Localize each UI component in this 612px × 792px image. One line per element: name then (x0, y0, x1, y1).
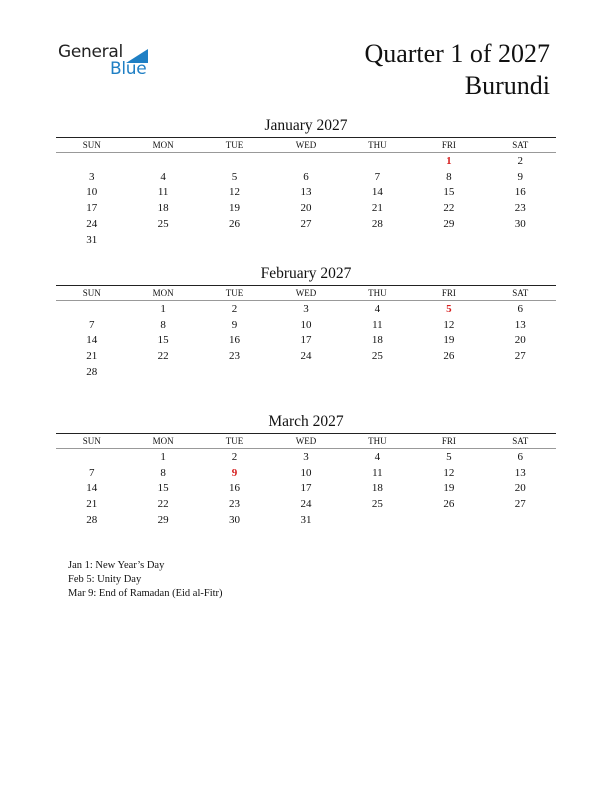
day-cell: 13 (514, 318, 526, 331)
week-row (56, 216, 556, 232)
month-february (56, 265, 556, 380)
day-cell: 4 (160, 170, 166, 183)
day-cell: 13 (300, 186, 312, 199)
day-cell: 8 (160, 466, 166, 479)
weekday-label: FRI (441, 288, 456, 298)
day-cell: 3 (88, 170, 95, 183)
day-cell: 6 (517, 450, 524, 463)
weekday-label: MON (152, 288, 174, 298)
weekday-label: WED (295, 288, 317, 298)
week-row (56, 512, 556, 528)
week-row (56, 153, 556, 169)
day-cell: 19 (443, 482, 455, 495)
day-cell: 15 (443, 186, 455, 199)
day-cell: 24 (300, 498, 312, 511)
week-row (56, 449, 556, 465)
week-row (56, 317, 556, 333)
day-cell: 13 (514, 466, 526, 479)
month-title: March 2027 (268, 413, 344, 430)
day-cell: 2 (517, 154, 524, 167)
weekday-header-row (56, 434, 556, 449)
holiday-note: Jan 1: New Year’s Day (68, 560, 165, 571)
day-cell: 22 (443, 202, 455, 215)
weekday-label: TUE (225, 288, 244, 298)
weekday-header-row (56, 286, 556, 301)
title-quarter: Quarter 1 of 2027 (364, 39, 550, 68)
day-cell: 17 (300, 482, 312, 495)
day-cell: 15 (157, 482, 169, 495)
day-cell: 30 (229, 514, 241, 527)
day-cell: 14 (86, 334, 98, 347)
week-row (56, 232, 556, 248)
weekday-label: TUE (225, 140, 244, 150)
weekday-header-row (56, 138, 556, 153)
day-cell: 19 (229, 202, 241, 215)
day-cell: 25 (157, 218, 169, 231)
weekday-label: SUN (82, 140, 101, 150)
day-cell: 7 (88, 466, 95, 479)
weekday-label: SAT (512, 436, 529, 446)
day-cell: 12 (443, 318, 455, 331)
weekday-label: SUN (82, 288, 101, 298)
calendar-grid (56, 138, 556, 248)
day-cell: 8 (160, 318, 166, 331)
month-january (56, 117, 556, 248)
day-cell: 10 (300, 466, 312, 479)
day-cell: 22 (157, 498, 169, 511)
day-cell: 17 (300, 334, 312, 347)
day-cell: 9 (231, 318, 238, 331)
holiday-note: Mar 9: End of Ramadan (Eid al-Fitr) (68, 588, 223, 599)
day-cell: 2 (231, 450, 238, 463)
day-cell (270, 153, 341, 169)
day-cell (342, 512, 413, 528)
day-cell: 23 (514, 202, 526, 215)
holiday-note: Feb 5: Unity Day (68, 574, 142, 585)
weekday-label: SUN (82, 436, 101, 446)
day-cell (199, 153, 270, 169)
day-cell (270, 232, 341, 248)
page-title (364, 38, 550, 102)
weekday-label: THU (368, 288, 387, 298)
week-row (56, 333, 556, 349)
week-row (56, 364, 556, 380)
day-cell: 18 (371, 334, 383, 347)
weekday-label: MON (152, 436, 174, 446)
day-cell: 28 (371, 218, 383, 231)
month-march (56, 413, 556, 528)
day-cell: 4 (374, 302, 381, 315)
day-cell (56, 449, 127, 465)
weekday-label: WED (295, 140, 317, 150)
weekday-label: SAT (512, 288, 529, 298)
week-row (56, 301, 556, 317)
day-cell: 21 (371, 202, 383, 215)
week-row (56, 200, 556, 216)
day-cell: 14 (86, 482, 98, 495)
week-row (56, 169, 556, 185)
day-cell: 3 (303, 302, 309, 315)
day-cell: 31 (300, 514, 312, 527)
day-cell: 29 (443, 218, 455, 231)
day-cell: 2 (231, 302, 238, 315)
day-cell (413, 512, 484, 528)
day-cell: 9 (517, 170, 524, 183)
day-cell: 21 (86, 350, 98, 363)
month-title: February 2027 (260, 265, 352, 282)
weekday-label: SAT (512, 140, 529, 150)
day-cell: 25 (371, 498, 383, 511)
logo-blue-text: Blue (110, 59, 147, 79)
week-row (56, 185, 556, 201)
day-cell: 11 (157, 186, 169, 199)
day-cell: 22 (157, 350, 169, 363)
day-cell: 12 (229, 186, 241, 199)
day-cell: 27 (300, 218, 312, 231)
day-cell: 21 (86, 498, 98, 511)
weekday-label: THU (368, 436, 387, 446)
day-cell (56, 301, 127, 317)
day-cell: 24 (300, 350, 312, 363)
day-cell (270, 364, 341, 380)
day-cell: 18 (371, 482, 383, 495)
day-cell: 24 (86, 218, 98, 231)
calendar-grid (56, 434, 556, 528)
calendar-grid (56, 286, 556, 380)
holiday-day-cell: 5 (446, 302, 452, 315)
day-cell (127, 232, 198, 248)
weekday-label: TUE (225, 436, 244, 446)
day-cell (342, 364, 413, 380)
day-cell: 7 (88, 318, 95, 331)
weekday-label: FRI (441, 140, 456, 150)
day-cell: 30 (514, 218, 526, 231)
month-title: January 2027 (264, 117, 348, 134)
day-cell: 23 (229, 350, 241, 363)
day-cell: 12 (443, 466, 455, 479)
day-cell: 8 (446, 170, 452, 183)
holiday-day-cell: 1 (446, 154, 452, 167)
day-cell: 10 (300, 318, 312, 331)
day-cell: 6 (303, 170, 309, 183)
day-cell: 1 (160, 450, 166, 463)
week-row (56, 348, 556, 364)
day-cell: 14 (371, 186, 383, 199)
day-cell: 28 (86, 366, 98, 379)
day-cell (342, 153, 413, 169)
day-cell (413, 364, 484, 380)
day-cell: 6 (517, 302, 524, 315)
day-cell (485, 232, 556, 248)
week-row (56, 496, 556, 512)
day-cell: 26 (443, 350, 455, 363)
day-cell: 27 (514, 350, 526, 363)
holiday-notes (68, 559, 223, 601)
day-cell: 4 (374, 450, 381, 463)
day-cell: 7 (374, 170, 381, 183)
day-cell: 19 (443, 334, 455, 347)
day-cell: 15 (157, 334, 169, 347)
day-cell: 11 (372, 466, 383, 479)
day-cell: 18 (157, 202, 169, 215)
day-cell (56, 153, 127, 169)
title-country: Burundi (464, 71, 550, 100)
weekday-label: FRI (441, 436, 456, 446)
week-row (56, 465, 556, 481)
day-cell: 5 (231, 170, 238, 183)
holiday-day-cell: 9 (231, 466, 238, 479)
day-cell: 16 (229, 482, 241, 495)
day-cell: 16 (229, 334, 241, 347)
week-row (56, 481, 556, 497)
day-cell: 17 (86, 202, 98, 215)
day-cell: 28 (86, 514, 98, 527)
day-cell: 26 (229, 218, 241, 231)
day-cell (485, 512, 556, 528)
day-cell: 29 (157, 514, 169, 527)
day-cell: 27 (514, 498, 526, 511)
day-cell: 10 (86, 186, 98, 199)
weekday-label: THU (368, 140, 387, 150)
day-cell: 23 (229, 498, 241, 511)
day-cell (342, 232, 413, 248)
day-cell: 3 (303, 450, 309, 463)
day-cell: 20 (300, 202, 312, 215)
day-cell (127, 364, 198, 380)
day-cell: 20 (514, 482, 526, 495)
day-cell (199, 364, 270, 380)
logo-general-text: General (58, 42, 123, 62)
weekday-label: MON (152, 140, 174, 150)
day-cell: 20 (514, 334, 526, 347)
day-cell: 1 (160, 302, 166, 315)
day-cell: 25 (371, 350, 383, 363)
day-cell: 31 (86, 233, 98, 246)
day-cell (485, 364, 556, 380)
day-cell: 26 (443, 498, 455, 511)
day-cell: 16 (514, 186, 526, 199)
day-cell (127, 153, 198, 169)
day-cell (199, 232, 270, 248)
day-cell: 5 (446, 450, 452, 463)
day-cell: 11 (372, 318, 383, 331)
weekday-label: WED (295, 436, 317, 446)
day-cell (413, 232, 484, 248)
logo (58, 42, 147, 79)
